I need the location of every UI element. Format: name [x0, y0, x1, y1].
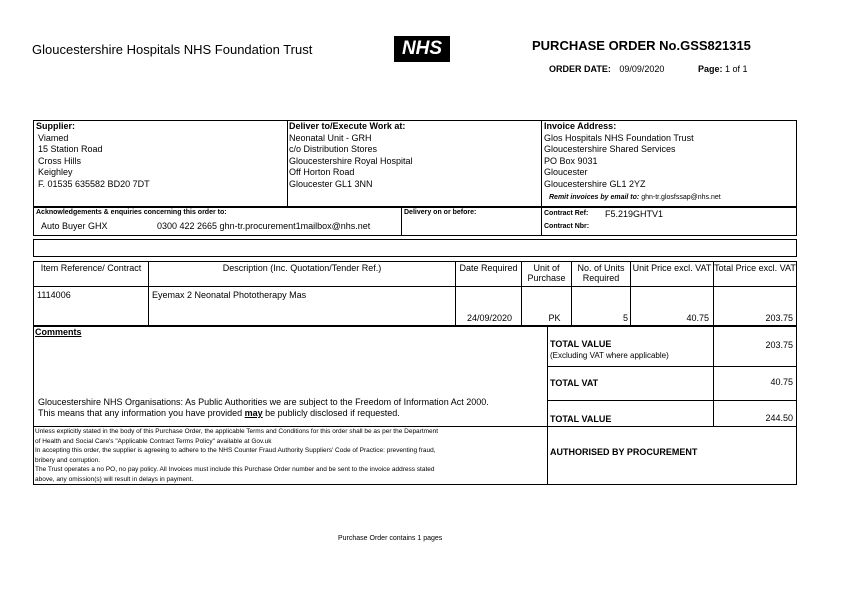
invoice-line: Glos Hospitals NHS Foundation Trust — [544, 132, 694, 143]
terms-line: Unless explicitly stated in the body of this Purchase Order, the applicable Terms and Conditions for this order shall be as per the Department — [35, 428, 439, 435]
terms-line: In accepting this order, the supplier is agreeing to adhere to the NHS Counter Fraud Authority Suppliers' Code of Practice: preventing fraud, — [35, 447, 436, 454]
invoice-line: Gloucester — [544, 167, 588, 177]
po-title-label: PURCHASE ORDER No. — [532, 38, 681, 53]
comments-label: Comments — [35, 327, 82, 337]
col-date-required: Date Required — [459, 263, 518, 273]
grand-total: 244.50 — [765, 413, 793, 423]
invoice-line: Gloucestershire Shared Services — [544, 144, 676, 154]
col-no-units: No. of Units Required — [577, 263, 625, 283]
terms-line: bribery and corruption. — [35, 456, 101, 464]
invoice-label: Invoice Address: — [544, 121, 617, 131]
supplier-label: Supplier: — [36, 121, 76, 131]
invoice-line: PO Box 9031 — [544, 155, 598, 166]
buyer-contact[interactable]: 0300 422 2665 ghn-tr.procurement1mailbox@nhs.net — [157, 221, 371, 231]
order-date-label: ORDER DATE: — [549, 64, 611, 74]
ack-label: Acknowledgements & enquiries concerning this order to: — [36, 209, 227, 216]
invoice-section — [544, 121, 694, 190]
footer-note: Purchase Order contains 1 pages — [338, 535, 443, 542]
terms-line: of Health and Social Care's "Applicable Contract Terms Policy" available at Gov.uk — [35, 437, 272, 445]
foi-notice — [38, 397, 489, 419]
order-date — [549, 64, 664, 74]
terms-text — [35, 427, 438, 484]
row-unit-price: 40.75 — [686, 313, 709, 323]
deliver-section — [289, 121, 413, 190]
page-label: Page: — [698, 64, 723, 74]
nhs-logo: NHS — [394, 36, 450, 62]
total-value: 203.75 — [765, 340, 793, 350]
supplier-line: F. 01535 635582 BD20 7DT — [38, 178, 150, 189]
supplier-line: 15 Station Road — [38, 144, 103, 154]
supplier-line: Cross Hills — [38, 155, 82, 166]
deliver-line: Off Horton Road — [289, 167, 355, 177]
col-item-ref: Item Reference/ Contract — [40, 263, 142, 273]
grand-total-label: TOTAL VALUE — [550, 414, 612, 424]
row-date-required: 24/09/2020 — [466, 313, 512, 323]
total-vat: 40.75 — [770, 377, 793, 387]
foi-line-2: This means that any information you have provided may be publicly disclosed if requested. — [38, 408, 400, 418]
row-description: Eyemax 2 Neonatal Phototherapy Mas — [152, 290, 307, 300]
supplier-section — [36, 121, 150, 190]
po-number: GSS821315 — [680, 38, 751, 53]
supplier-line: Viamed — [38, 132, 69, 143]
deliver-line: Gloucestershire Royal Hospital — [289, 155, 413, 166]
deliver-line: Neonatal Unit - GRH — [289, 132, 372, 143]
supplier-line: Keighley — [38, 167, 73, 177]
deliver-line: Gloucester GL1 3NN — [289, 178, 373, 189]
total-value-note: (Excluding VAT where applicable) — [550, 351, 669, 360]
contract-nbr-label: Contract Nbr: — [544, 223, 590, 230]
blank-row — [33, 239, 797, 257]
col-unit-of-purchase: Unit of Purchase — [527, 263, 566, 283]
col-description: Description (Inc. Quotation/Tender Ref.) — [222, 263, 382, 273]
remit-info — [549, 194, 721, 201]
trust-name: Gloucestershire Hospitals NHS Foundation Trust — [32, 42, 313, 57]
contract-ref: F5.219GHTV1 — [605, 209, 664, 219]
deliver-label: Deliver to/Execute Work at: — [289, 121, 406, 131]
total-vat-label: TOTAL VAT — [550, 378, 599, 388]
row-total: 203.75 — [765, 313, 793, 323]
terms-line: The Trust operates a no PO, no pay policy. All Invoices must include this Purchase Order number and be sent to the invoice address stated — [35, 466, 435, 473]
delivery-label: Delivery on or before: — [404, 209, 477, 216]
col-unit-price: Unit Price excl. VAT — [632, 263, 712, 273]
po-title — [532, 38, 751, 53]
remit-label: Remit invoices by email to: — [549, 194, 640, 201]
invoice-line: Gloucestershire GL1 2YZ — [544, 178, 646, 189]
row-item-ref: 1114006 — [37, 290, 71, 300]
total-value-label: TOTAL VALUE — [550, 339, 612, 349]
buyer-name: Auto Buyer GHX — [41, 221, 108, 231]
row-unit: PK — [548, 313, 561, 323]
row-qty: 5 — [622, 313, 628, 323]
order-date-value: 09/09/2020 — [619, 64, 665, 74]
deliver-line: c/o Distribution Stores — [289, 144, 378, 154]
terms-line: above, any omission(s) will result in delays in payment. — [35, 475, 194, 483]
page-indicator — [698, 64, 748, 74]
col-total-price: Total Price excl. VAT — [714, 263, 796, 273]
contract-ref-label: Contract Ref: — [544, 210, 589, 217]
authorised-by: AUTHORISED BY PROCUREMENT — [550, 447, 698, 457]
remit-email[interactable]: ghn-tr.glosfssap@nhs.net — [641, 194, 721, 201]
foi-may: may — [244, 408, 263, 418]
foi-line-1: Gloucestershire NHS Organisations: As Public Authorities we are subject to the Freedom of Information Act 2000. — [38, 397, 489, 407]
page-value: 1 of 1 — [725, 64, 748, 74]
